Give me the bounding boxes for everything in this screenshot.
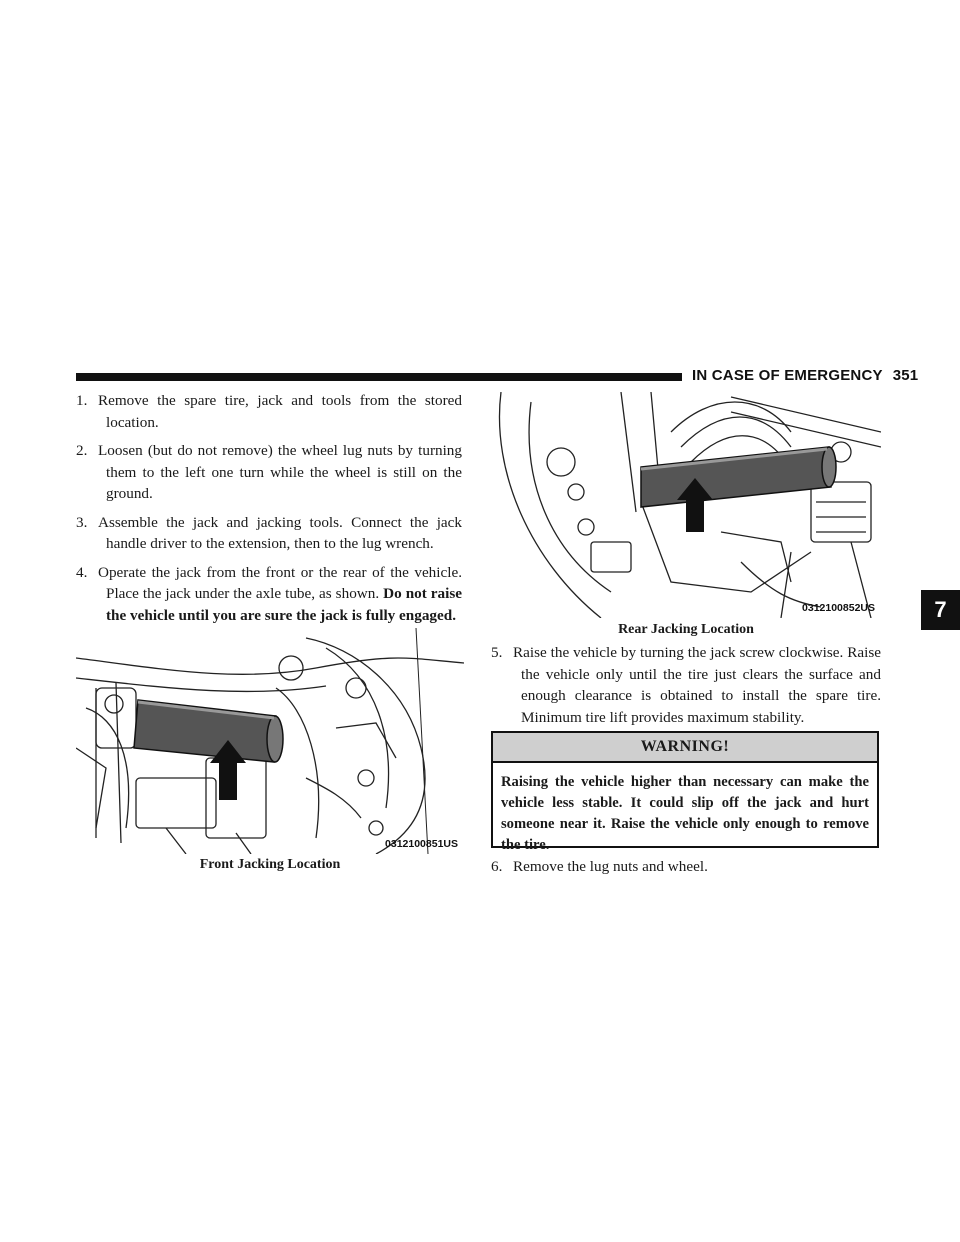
warning-title: WARNING! [493,733,877,763]
page-number: 351 [892,367,919,384]
left-column [76,390,462,633]
rear-jacking-illustration [491,392,881,618]
step-4-caution: Do not raise the vehicle until you are sure the jack is fully engaged. [106,585,462,624]
step-text: Loosen (but do not remove) the wheel lug nuts by turning them to the left one turn while the wheel is still on the ground. [98,442,462,502]
step-number: 4. [76,563,88,581]
right-column-lower [491,856,881,885]
step-6 [491,856,881,878]
step-text: Assemble the jack and jacking tools. Connect the jack handle driver to the extension, then to the lug wrench. [98,513,462,552]
step-2 [76,440,462,505]
rear-jacking-drawing [491,392,881,618]
step-3 [76,512,462,555]
step-4-text: Operate the jack from the front or the rear of the vehicle. Place the jack under the axle tube, as shown. [98,563,462,602]
section-title: IN CASE OF EMERGENCY [692,367,883,384]
header-rule [76,373,682,381]
step-text: Remove the lug nuts and wheel. [513,858,708,875]
step-text: Raise the vehicle by turning the jack screw clockwise. Raise the vehicle only until the tire just clears the surface and enough clearance is obtained to install the spare tire. Minimum tire lift provides maximum stability. [513,644,881,726]
step-number: 3. [76,513,88,531]
step-text [98,562,462,627]
step-number: 1. [76,392,88,409]
warning-text: Raising the vehicle higher than necessary can make the vehicle less stable. It could slip off the jack and hurt someone near it. Raise the vehicle only enough to remove the tire. [501,774,869,853]
step-number: 6. [491,858,503,875]
right-column-upper [491,642,881,735]
step-1 [76,390,462,433]
front-jacking-illustration [76,628,464,854]
warning-box [491,731,879,853]
front-figure-code: 0312100851US [385,838,458,850]
step-4 [76,562,462,627]
step-number: 5. [491,644,503,661]
rear-figure-caption: Rear Jacking Location [618,622,754,637]
step-5 [491,642,881,728]
running-header [692,367,918,384]
rear-figure-code: 0312100852US [802,602,875,614]
step-number: 2. [76,442,88,459]
front-figure-caption: Front Jacking Location [199,857,341,872]
step-text: Remove the spare tire, jack and tools from the stored location. [98,392,462,431]
front-jacking-drawing [76,628,464,854]
chapter-tab: 7 [921,590,960,630]
